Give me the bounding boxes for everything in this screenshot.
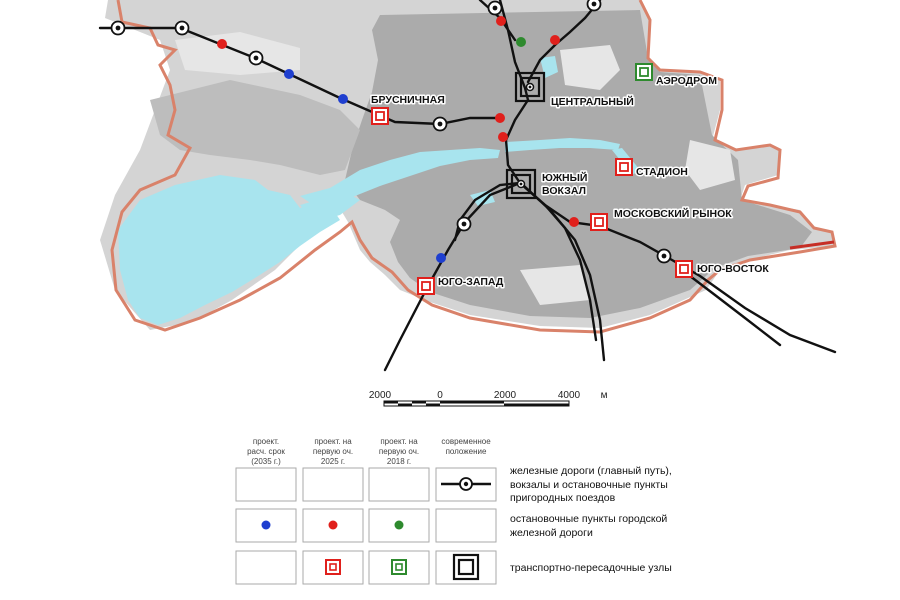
legend-desc-rail [510, 465, 672, 504]
city-stop-red-icon [495, 113, 505, 123]
label-yugo-vostok: ЮГО-ВОСТОК [697, 263, 769, 275]
svg-text:2025 г.: 2025 г. [320, 457, 346, 466]
label-tsentralny: ЦЕНТРАЛЬНЫЙ [551, 96, 634, 108]
legend-col-existing [441, 437, 491, 456]
scale-label-0: 0 [437, 390, 443, 401]
label-aerodrom: АЭРОДРОМ [656, 75, 717, 87]
hub-brusnichnaya-icon [372, 108, 388, 124]
svg-text:вокзалы и остановочные пункты: вокзалы и остановочные пункты [510, 479, 668, 491]
hub-stadion-icon [616, 159, 632, 175]
suburban-stop-icon [588, 0, 601, 11]
legend-col-2018 [379, 437, 419, 466]
suburban-stop-icon [658, 250, 671, 263]
city-stop-green-icon [516, 37, 526, 47]
hub-tsentralny-icon [516, 73, 544, 101]
suburban-stop-icon [489, 2, 502, 15]
svg-text:железные дороги (главный путь): железные дороги (главный путь), [510, 465, 672, 477]
svg-text:современное: современное [441, 437, 491, 446]
scale-label-2000: 2000 [493, 390, 517, 401]
svg-text:пригородных поездов: пригородных поездов [510, 492, 616, 504]
city-stop-red-icon [217, 39, 227, 49]
svg-text:проект. на: проект. на [314, 437, 352, 446]
svg-text:проект. на: проект. на [380, 437, 418, 446]
city-stop-blue-icon [338, 94, 348, 104]
label-yugo-zapad: ЮГО-ЗАПАД [438, 276, 504, 288]
svg-text:железной дороги: железной дороги [510, 527, 593, 539]
svg-text:2018 г.: 2018 г. [386, 457, 412, 466]
legend-green-hub-icon [392, 560, 406, 574]
suburban-stop-icon [250, 52, 263, 65]
scale-unit: м [600, 390, 608, 401]
svg-text:первую оч.: первую оч. [312, 447, 354, 456]
scale-label-2000-left: 2000 [368, 390, 392, 401]
legend-blue-dot-icon [262, 521, 271, 530]
city-stop-red-icon [498, 132, 508, 142]
legend-col-2025 [313, 437, 353, 466]
legend-black-hub-icon [454, 555, 478, 579]
legend [236, 437, 672, 584]
suburban-stop-icon [176, 22, 189, 35]
label-vokzal: ВОКЗАЛ [542, 185, 586, 197]
svg-text:остановочные пункты городской: остановочные пункты городской [510, 513, 668, 525]
label-brusnichnaya: БРУСНИЧНАЯ [371, 94, 445, 106]
city-stop-blue-icon [284, 69, 294, 79]
suburban-stop-icon [458, 218, 471, 231]
legend-green-dot-icon [395, 521, 404, 530]
legend-desc-hubs [510, 562, 672, 574]
svg-text:первую оч.: первую оч. [378, 447, 420, 456]
svg-text:(2035 г.): (2035 г.) [251, 457, 281, 466]
scale-label-4000: 4000 [557, 390, 581, 401]
suburban-stop-icon [112, 22, 125, 35]
hub-yuzhny-vokzal-icon [507, 170, 535, 198]
city-stop-red-icon [569, 217, 579, 227]
suburban-stop-icon [434, 118, 447, 131]
legend-col-2035 [247, 437, 285, 466]
legend-desc-city-stops [510, 513, 667, 539]
legend-red-hub-icon [326, 560, 340, 574]
city-stop-blue-icon [436, 253, 446, 263]
rail-southeast-branch [690, 276, 780, 345]
scale-bar [369, 390, 608, 406]
svg-text:положение: положение [445, 447, 487, 456]
hub-aerodrom-icon [636, 64, 652, 80]
legend-red-dot-icon [329, 521, 338, 530]
label-yuzhny: ЮЖНЫЙ [542, 172, 588, 184]
svg-text:проект.: проект. [252, 437, 280, 446]
svg-text:расч. срок: расч. срок [247, 447, 285, 456]
hub-moskovsky-rynok-icon [591, 214, 607, 230]
hub-yugo-vostok-icon [676, 261, 692, 277]
label-moskovsky-rynok: МОСКОВСКИЙ РЫНОК [614, 208, 732, 220]
svg-text:транспортно-пересадочные узлы: транспортно-пересадочные узлы [510, 562, 672, 574]
label-stadion: СТАДИОН [636, 166, 688, 178]
city-stop-red-icon [496, 16, 506, 26]
hub-yugo-zapad-icon [418, 278, 434, 294]
city-stop-red-icon [550, 35, 560, 45]
